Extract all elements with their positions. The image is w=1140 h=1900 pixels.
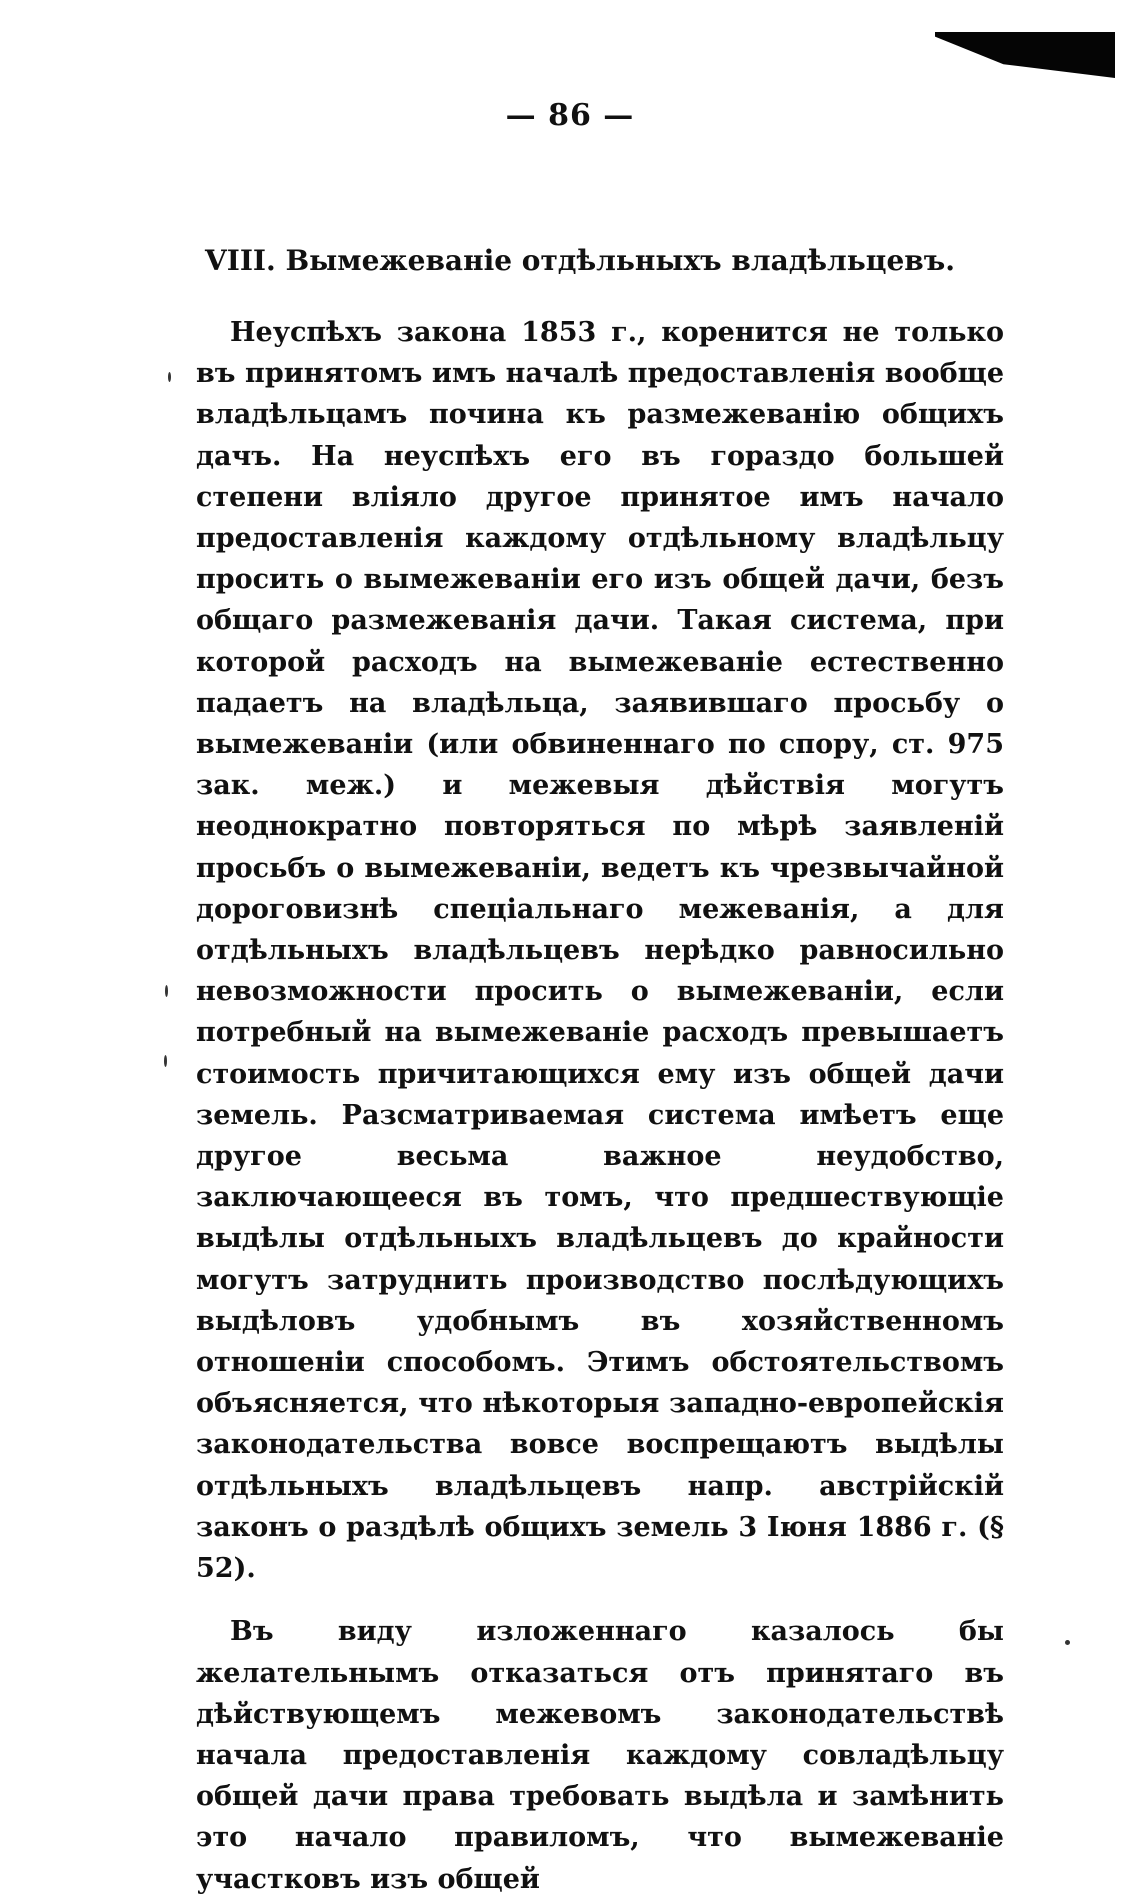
scan-speck — [164, 1055, 167, 1067]
scan-artifact — [935, 32, 1115, 78]
paragraph-2: Въ виду изложеннаго казалось бы желательнымъ отказаться отъ принятаго въ дѣйствующемъ межевомъ законодательствѣ начала предоставленія каждому совладѣльцу общей дачи права требовать выдѣла и замѣнить это начало правиломъ, что вымежеваніе участковъ изъ общей — [196, 1616, 1004, 1895]
scan-speck — [165, 985, 168, 997]
page-number: — 86 — — [505, 98, 635, 133]
scan-speck — [1065, 1640, 1070, 1645]
body-text — [196, 312, 1004, 1900]
section-heading: VIII. Вымежеваніе отдѣльныхъ владѣльцевъ. — [205, 244, 955, 277]
paragraph-1: Неуспѣхъ закона 1853 г., коренится не только въ принятомъ имъ началѣ предоставленія вообще владѣльцамъ почина къ размежеванію общихъ дачъ. На неуспѣхъ его въ гораздо большей степени вліяло другое принятое имъ начало предоставленія каждому отдѣльному владѣльцу просить о вымежеваніи его изъ общей дачи, безъ общаго размежеванія дачи. Такая система, при которой расходъ на вымежеваніе естественно падаетъ на владѣльца, заявившаго просьбу о вымежеваніи (или обвиненнаго по спору, ст. 975 зак. меж.) и межевыя дѣйствія могутъ неоднократно повторяться по мѣрѣ заявленій просьбъ о вымежеваніи, ведетъ къ чрезвычайной дороговизнѣ спеціальнаго межеванія, а для отдѣльныхъ владѣльцевъ нерѣдко равносильно невозможности просить о вымежеваніи, если потребный на вымежеваніе расходъ превышаетъ стоимость причитающихся ему изъ общей дачи земель. Разсматриваемая система имѣетъ еще другое весьма важное неудобство, заключающееся въ томъ, что предшествующіе выдѣлы отдѣльныхъ владѣльцевъ до крайности могутъ затруднить производство послѣдующихъ выдѣловъ удобнымъ въ хозяйственномъ отношеніи способомъ. Этимъ обстоятельствомъ объясняется, что нѣкоторыя западно-европейскія законодательства вовсе воспрещаютъ выдѣлы отдѣльныхъ владѣльцевъ напр. австрійскій законъ о раздѣлѣ общихъ земель 3 Іюня 1886 г. (§ 52). — [196, 317, 1004, 1585]
scan-speck — [168, 372, 171, 382]
